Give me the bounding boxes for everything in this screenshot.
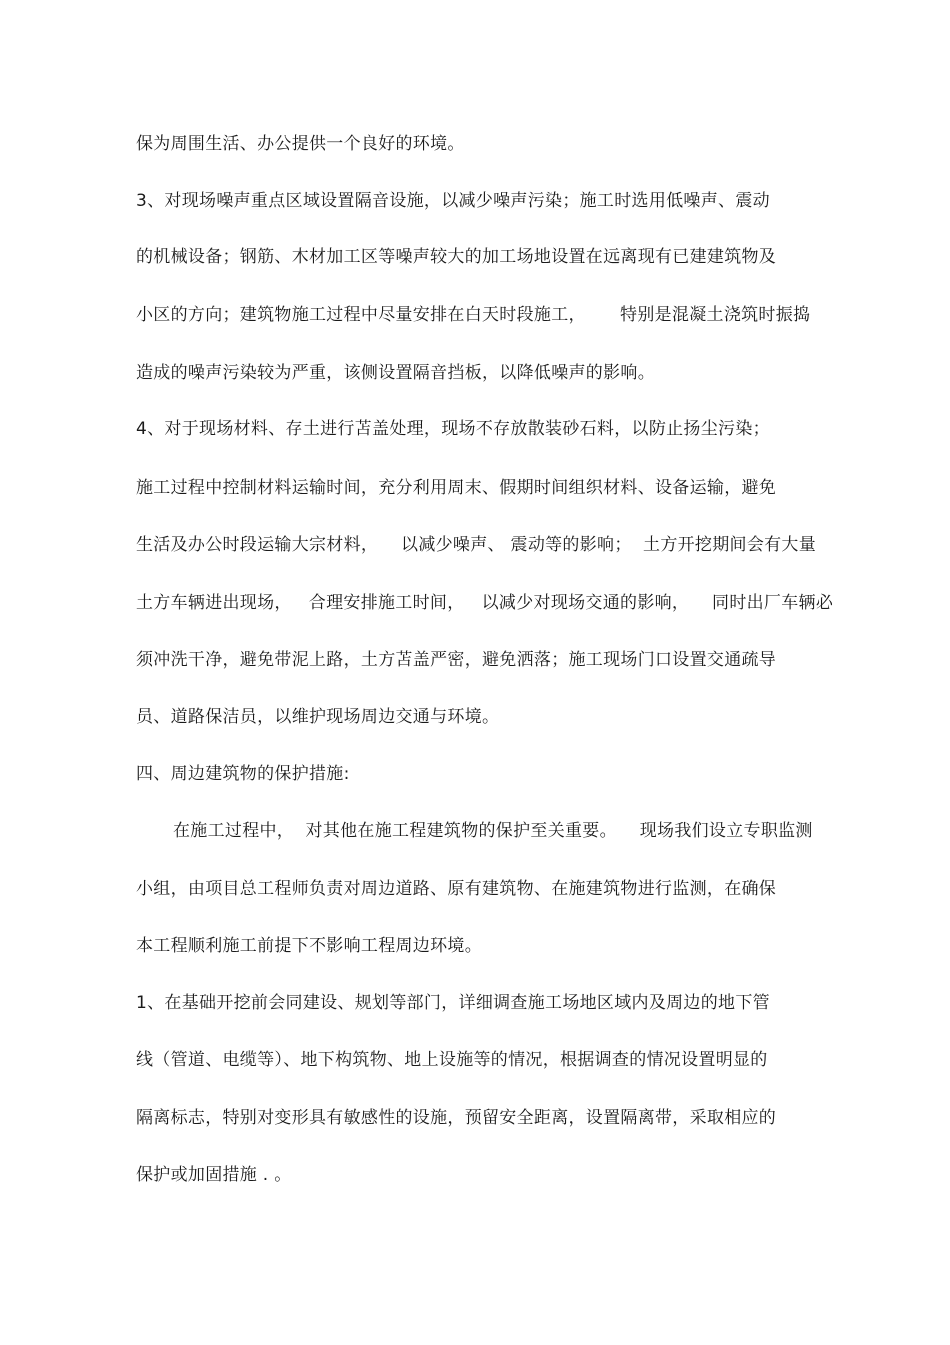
- text-line: 本工程顺利施工前提下不影响工程周边环境。: [136, 936, 482, 956]
- text-line: 保护或加固措施 . 。: [136, 1165, 292, 1185]
- text-line: 1、在基础开挖前会同建设、规划等部门，详细调查施工场地区域内及周边的地下管: [136, 993, 770, 1013]
- text-line: 的机械设备；钢筋、木材加工区等噪声较大的加工场地设置在远离现有已建建筑物及: [136, 247, 777, 267]
- text-line: 须冲洗干净，避免带泥上路，土方苫盖严密，避免洒落；施工现场门口设置交通疏导: [136, 650, 777, 670]
- text-line: 4、对于现场材料、存土进行苫盖处理，现场不存放散装砂石料，以防止扬尘污染；: [136, 419, 770, 439]
- text-line: 造成的噪声污染较为严重，该侧设置隔音挡板，以降低噪声的影响。: [136, 363, 655, 383]
- text-line: 小组，由项目总工程师负责对周边道路、原有建筑物、在施建筑物进行监测，在确保: [136, 879, 777, 899]
- text-line: 生活及办公时段运输大宗材料， 以减少噪声、 震动等的影响； 土方开挖期间会有大量: [136, 535, 817, 555]
- text-line: 保为周围生活、办公提供一个良好的环境。: [136, 134, 465, 154]
- text-line: 小区的方向；建筑物施工过程中尽量安排在白天时段施工， 特别是混凝土浇筑时振捣: [136, 305, 811, 325]
- text-line: 线（管道、电缆等）、地下构筑物、地上设施等的情况，根据调查的情况设置明显的: [136, 1050, 768, 1070]
- section-heading: 四、周边建筑物的保护措施:: [136, 764, 350, 784]
- text-line: 土方车辆进出现场， 合理安排施工时间， 以减少对现场交通的影响， 同时出厂车辆必: [136, 593, 834, 613]
- text-line: 3、对现场噪声重点区域设置隔音设施，以减少噪声污染；施工时选用低噪声、震动: [136, 191, 770, 211]
- text-line: 隔离标志，特别对变形具有敏感性的设施，预留安全距离，设置隔离带，采取相应的: [136, 1108, 777, 1128]
- text-line: 施工过程中控制材料运输时间，充分利用周末、假期时间组织材料、设备运输，避免: [136, 478, 777, 498]
- text-line: 员、道路保洁员，以维护现场周边交通与环境。: [136, 707, 500, 727]
- text-line: 在施工过程中， 对其他在施工程建筑物的保护至关重要。 现场我们设立专职监测: [173, 821, 813, 841]
